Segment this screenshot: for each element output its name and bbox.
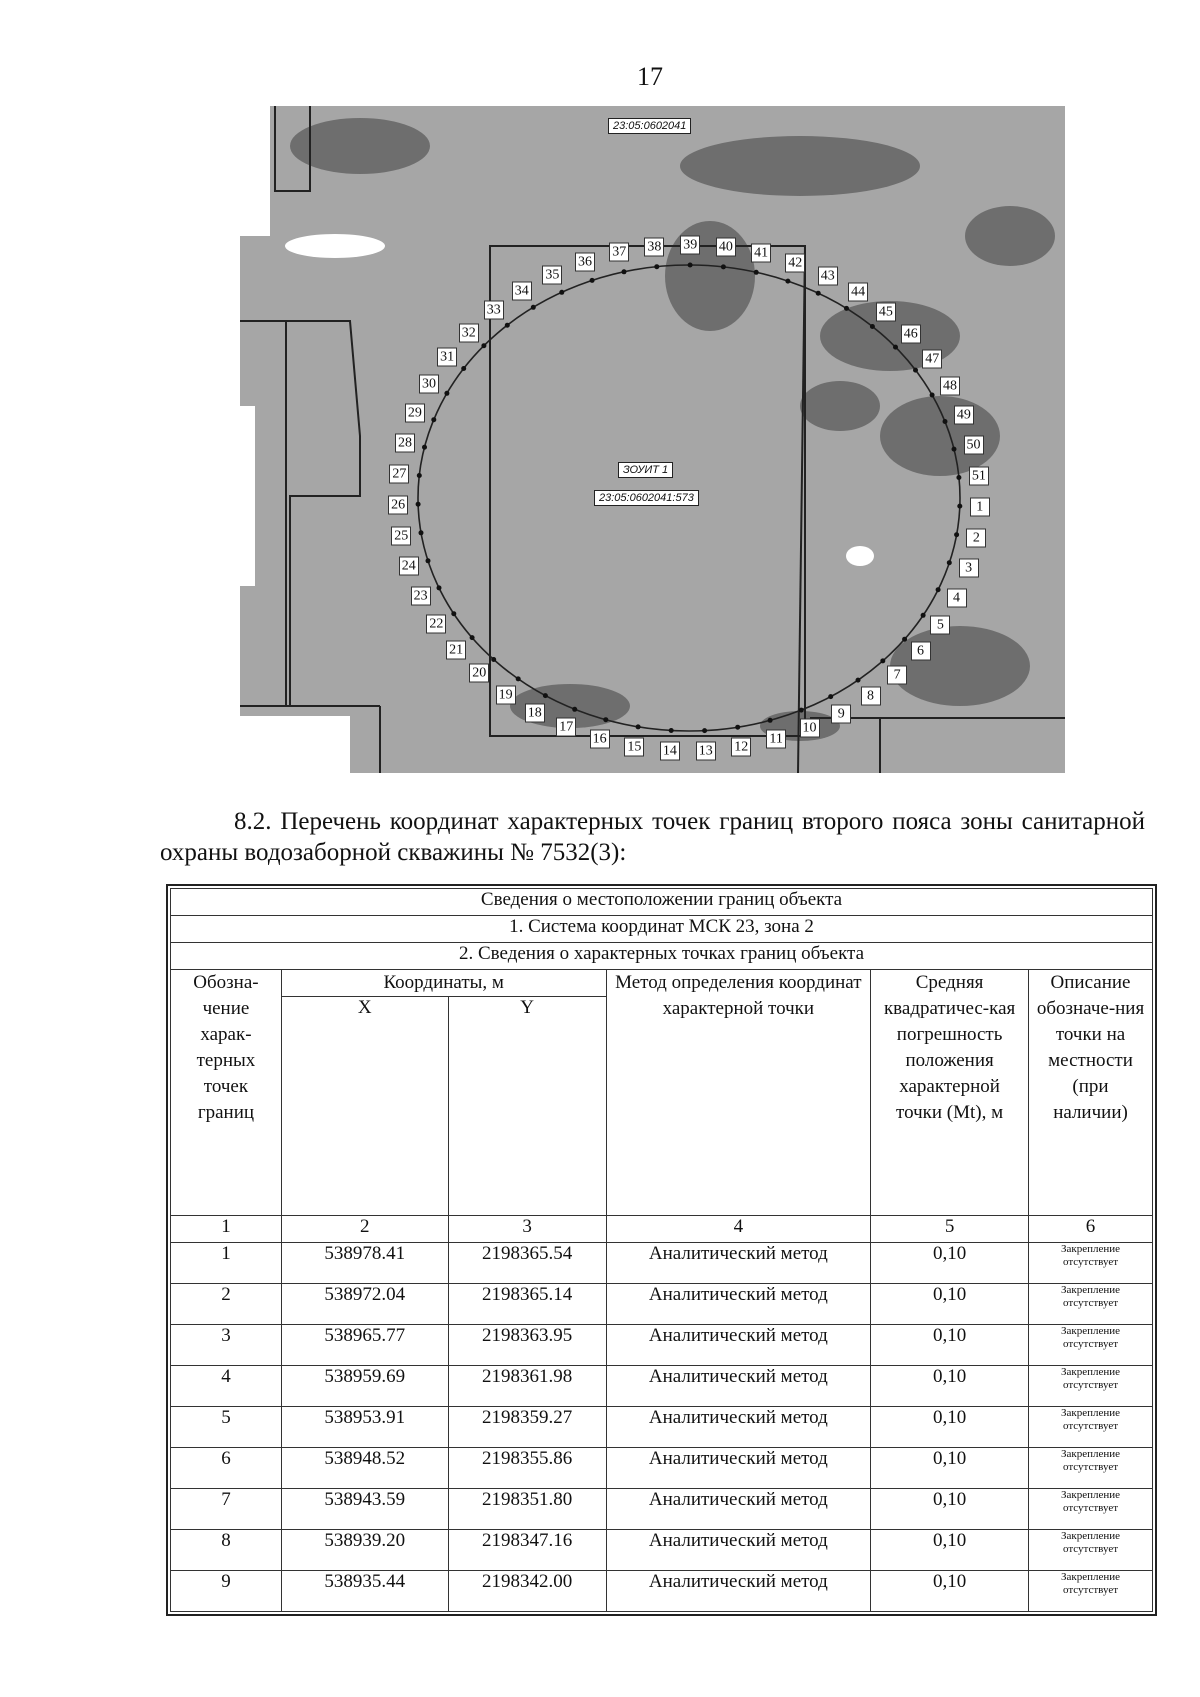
points-info-row — [171, 943, 1153, 970]
boundary-point-label: 4 — [947, 588, 967, 607]
cell-point: 8 — [171, 1530, 282, 1571]
boundary-point-marker — [505, 323, 510, 328]
boundary-point-label: 36 — [575, 252, 595, 271]
header-coordinates: Координаты, м — [281, 970, 606, 997]
cell-description: Закрепление отсутствует — [1029, 1448, 1153, 1489]
header-designation: Обозна-чение харак-терных точек границ — [171, 970, 282, 1216]
boundary-point-label: 16 — [590, 729, 610, 748]
cell-point: 1 — [171, 1243, 282, 1284]
boundary-point-marker — [431, 417, 436, 422]
boundary-point-marker — [754, 270, 759, 275]
boundary-point-label: 51 — [969, 466, 989, 485]
boundary-point-label: 8 — [861, 686, 881, 705]
cell-point: 4 — [171, 1366, 282, 1407]
cell-error: 0,10 — [871, 1284, 1029, 1325]
points-info: 2. Сведения о характерных точках границ объекта — [171, 943, 1153, 970]
boundary-point-marker — [956, 475, 961, 480]
column-number: 4 — [606, 1216, 871, 1243]
boundary-point-label: 15 — [624, 737, 644, 756]
boundary-point-label: 47 — [922, 350, 942, 369]
boundary-point-marker — [444, 391, 449, 396]
boundary-point-label: 33 — [484, 301, 504, 320]
boundary-point-label: 31 — [437, 348, 457, 367]
boundary-point-marker — [451, 611, 456, 616]
cell-x: 538959.69 — [281, 1366, 448, 1407]
boundary-point-label: 9 — [831, 704, 851, 723]
parcel-number-label: 23:05:0602041 — [608, 118, 691, 134]
boundary-point-marker — [913, 368, 918, 373]
boundary-point-marker — [721, 264, 726, 269]
boundary-point-marker — [470, 635, 475, 640]
boundary-point-label: 11 — [766, 730, 786, 749]
cell-y: 2198359.27 — [448, 1407, 606, 1448]
cell-y: 2198361.98 — [448, 1366, 606, 1407]
cell-description: Закрепление отсутствует — [1029, 1243, 1153, 1284]
table-title: Сведения о местоположении границ объекта — [171, 889, 1153, 916]
cell-error: 0,10 — [871, 1243, 1029, 1284]
boundary-point-label: 39 — [680, 236, 700, 255]
header-y: Y — [448, 997, 606, 1216]
cell-point: 9 — [171, 1571, 282, 1612]
boundary-point-label: 28 — [395, 433, 415, 452]
cell-error: 0,10 — [871, 1325, 1029, 1366]
boundary-point-marker — [416, 502, 421, 507]
boundary-point-label: 41 — [751, 243, 771, 262]
boundary-point-label: 26 — [388, 495, 408, 514]
cell-method: Аналитический метод — [606, 1407, 871, 1448]
table-row — [171, 1243, 1153, 1284]
boundary-point-label: 46 — [901, 325, 921, 344]
coordinates-table — [170, 888, 1153, 1612]
cell-y: 2198365.54 — [448, 1243, 606, 1284]
boundary-point-label: 50 — [964, 435, 984, 454]
boundary-point-marker — [844, 306, 849, 311]
boundary-point-label: 3 — [959, 559, 979, 578]
cell-point: 5 — [171, 1407, 282, 1448]
cell-point: 2 — [171, 1284, 282, 1325]
boundary-point-marker — [828, 694, 833, 699]
table-row — [171, 1325, 1153, 1366]
cell-method: Аналитический метод — [606, 1448, 871, 1489]
boundary-point-marker — [936, 587, 941, 592]
boundary-point-label: 38 — [644, 237, 664, 256]
cell-x: 538965.77 — [281, 1325, 448, 1366]
boundary-point-label: 43 — [818, 266, 838, 285]
cell-description: Закрепление отсутствует — [1029, 1325, 1153, 1366]
cell-y: 2198347.16 — [448, 1530, 606, 1571]
boundary-point-marker — [957, 504, 962, 509]
boundary-point-label: 30 — [419, 375, 439, 394]
cell-x: 538935.44 — [281, 1571, 448, 1612]
boundary-point-label: 49 — [954, 405, 974, 424]
boundary-point-label: 44 — [848, 283, 868, 302]
cell-error: 0,10 — [871, 1571, 1029, 1612]
table-title-row — [171, 889, 1153, 916]
boundary-point-label: 5 — [930, 616, 950, 635]
boundary-point-marker — [481, 343, 486, 348]
table-row — [171, 1530, 1153, 1571]
cell-error: 0,10 — [871, 1489, 1029, 1530]
cell-y: 2198365.14 — [448, 1284, 606, 1325]
boundary-point-label: 37 — [609, 243, 629, 262]
cell-method: Аналитический метод — [606, 1366, 871, 1407]
boundary-point-label: 40 — [716, 238, 736, 257]
boundary-point-marker — [590, 278, 595, 283]
boundary-point-marker — [543, 693, 548, 698]
cell-description: Закрепление отсутствует — [1029, 1489, 1153, 1530]
boundary-point-label: 13 — [696, 741, 716, 760]
boundary-point-marker — [952, 447, 957, 452]
boundary-point-marker — [816, 291, 821, 296]
header-x: X — [281, 997, 448, 1216]
boundary-point-label: 22 — [426, 614, 446, 633]
boundary-point-marker — [768, 718, 773, 723]
header-description: Описание обозначе-ния точки на местности (при наличии) — [1029, 970, 1153, 1216]
table-row — [171, 1407, 1153, 1448]
cell-description: Закрепление отсутствует — [1029, 1407, 1153, 1448]
boundary-point-label: 24 — [399, 557, 419, 576]
zone-title-label: ЗОУИТ 1 — [618, 462, 673, 478]
table-row — [171, 1448, 1153, 1489]
header-method: Метод определения координат характерной точки — [606, 970, 871, 1216]
cell-method: Аналитический метод — [606, 1530, 871, 1571]
cell-error: 0,10 — [871, 1448, 1029, 1489]
boundary-point-marker — [419, 530, 424, 535]
boundary-point-label: 19 — [496, 685, 516, 704]
boundary-point-marker — [531, 305, 536, 310]
boundary-point-label: 7 — [887, 665, 907, 684]
boundary-point-label: 21 — [446, 640, 466, 659]
cell-error: 0,10 — [871, 1530, 1029, 1571]
column-numbers-row — [171, 1216, 1153, 1243]
cell-x: 538939.20 — [281, 1530, 448, 1571]
boundary-point-label: 29 — [405, 403, 425, 422]
boundary-point-label: 23 — [411, 586, 431, 605]
cell-point: 6 — [171, 1448, 282, 1489]
header-row — [171, 970, 1153, 997]
column-number: 1 — [171, 1216, 282, 1243]
boundary-point-marker — [437, 585, 442, 590]
cell-method: Аналитический метод — [606, 1489, 871, 1530]
boundary-point-marker — [735, 725, 740, 730]
boundary-point-label: 18 — [525, 703, 545, 722]
boundary-point-marker — [880, 658, 885, 663]
cell-point: 3 — [171, 1325, 282, 1366]
cell-description: Закрепление отсутствует — [1029, 1284, 1153, 1325]
cadastral-map — [240, 106, 1065, 773]
boundary-point-marker — [491, 657, 496, 662]
page-number: 17 — [637, 62, 663, 91]
boundary-point-label: 34 — [512, 281, 532, 300]
boundary-point-marker — [426, 558, 431, 563]
boundary-point-marker — [669, 728, 674, 733]
boundary-point-label: 17 — [556, 718, 576, 737]
boundary-point-marker — [702, 728, 707, 733]
boundary-point-marker — [559, 290, 564, 295]
boundary-point-marker — [799, 708, 804, 713]
coordinate-system-row — [171, 916, 1153, 943]
boundary-point-marker — [943, 419, 948, 424]
boundary-point-marker — [572, 707, 577, 712]
boundary-point-label: 20 — [469, 664, 489, 683]
boundary-point-label: 14 — [660, 741, 680, 760]
map-drawing — [240, 106, 1065, 773]
boundary-point-marker — [893, 345, 898, 350]
boundary-point-marker — [636, 724, 641, 729]
cell-x: 538943.59 — [281, 1489, 448, 1530]
terrain-patches — [290, 118, 1055, 741]
boundary-point-marker — [947, 560, 952, 565]
cell-x: 538953.91 — [281, 1407, 448, 1448]
section-heading: 8.2. Перечень координат характерных точек границ второго пояса зоны санитарной охраны водозаборной скважины № 7532(3): — [160, 808, 1145, 866]
boundary-point-label: 42 — [785, 253, 805, 272]
column-number: 5 — [871, 1216, 1029, 1243]
cell-method: Аналитический метод — [606, 1284, 871, 1325]
boundary-point-marker — [954, 532, 959, 537]
table-row — [171, 1284, 1153, 1325]
boundary-point-marker — [785, 279, 790, 284]
boundary-point-label: 2 — [966, 528, 986, 547]
boundary-point-label: 35 — [542, 265, 562, 284]
boundary-point-marker — [622, 269, 627, 274]
clearings — [240, 106, 874, 773]
table-body — [171, 1243, 1153, 1612]
cell-method: Аналитический метод — [606, 1571, 871, 1612]
boundary-point-marker — [654, 264, 659, 269]
cell-method: Аналитический метод — [606, 1325, 871, 1366]
cell-point: 7 — [171, 1489, 282, 1530]
column-number: 2 — [281, 1216, 448, 1243]
table-row — [171, 1571, 1153, 1612]
zone-number-label: 23:05:0602041:573 — [594, 490, 699, 506]
boundary-point-marker — [603, 717, 608, 722]
boundary-point-marker — [417, 473, 422, 478]
boundary-point-label: 45 — [876, 302, 896, 321]
cell-y: 2198342.00 — [448, 1571, 606, 1612]
boundary-point-label: 1 — [970, 497, 990, 516]
cell-error: 0,10 — [871, 1366, 1029, 1407]
cell-method: Аналитический метод — [606, 1243, 871, 1284]
cell-error: 0,10 — [871, 1407, 1029, 1448]
table-row — [171, 1366, 1153, 1407]
cell-description: Закрепление отсутствует — [1029, 1530, 1153, 1571]
boundary-point-label: 10 — [800, 719, 820, 738]
boundary-point-marker — [902, 637, 907, 642]
boundary-point-label: 6 — [911, 642, 931, 661]
boundary-point-marker — [461, 366, 466, 371]
cell-y: 2198355.86 — [448, 1448, 606, 1489]
column-number: 6 — [1029, 1216, 1153, 1243]
cell-x: 538948.52 — [281, 1448, 448, 1489]
cell-y: 2198363.95 — [448, 1325, 606, 1366]
boundary-point-label: 48 — [940, 377, 960, 396]
cell-description: Закрепление отсутствует — [1029, 1571, 1153, 1612]
boundary-point-label: 27 — [389, 464, 409, 483]
boundary-point-marker — [422, 445, 427, 450]
column-number: 3 — [448, 1216, 606, 1243]
boundary-point-marker — [856, 678, 861, 683]
boundary-point-marker — [870, 324, 875, 329]
boundary-point-label: 32 — [459, 323, 479, 342]
cell-y: 2198351.80 — [448, 1489, 606, 1530]
boundary-point-label: 25 — [391, 526, 411, 545]
boundary-point-label: 12 — [731, 737, 751, 756]
coordinate-system: 1. Система координат МСК 23, зона 2 — [171, 916, 1153, 943]
boundary-point-marker — [688, 263, 693, 268]
table-row — [171, 1489, 1153, 1530]
cell-description: Закрепление отсутствует — [1029, 1366, 1153, 1407]
boundary-point-marker — [921, 613, 926, 618]
cell-x: 538978.41 — [281, 1243, 448, 1284]
cell-x: 538972.04 — [281, 1284, 448, 1325]
boundary-point-marker — [516, 676, 521, 681]
boundary-point-marker — [930, 393, 935, 398]
header-error: Средняя квадратичес-кая погрешность положения характерной точки (Mt), м — [871, 970, 1029, 1216]
